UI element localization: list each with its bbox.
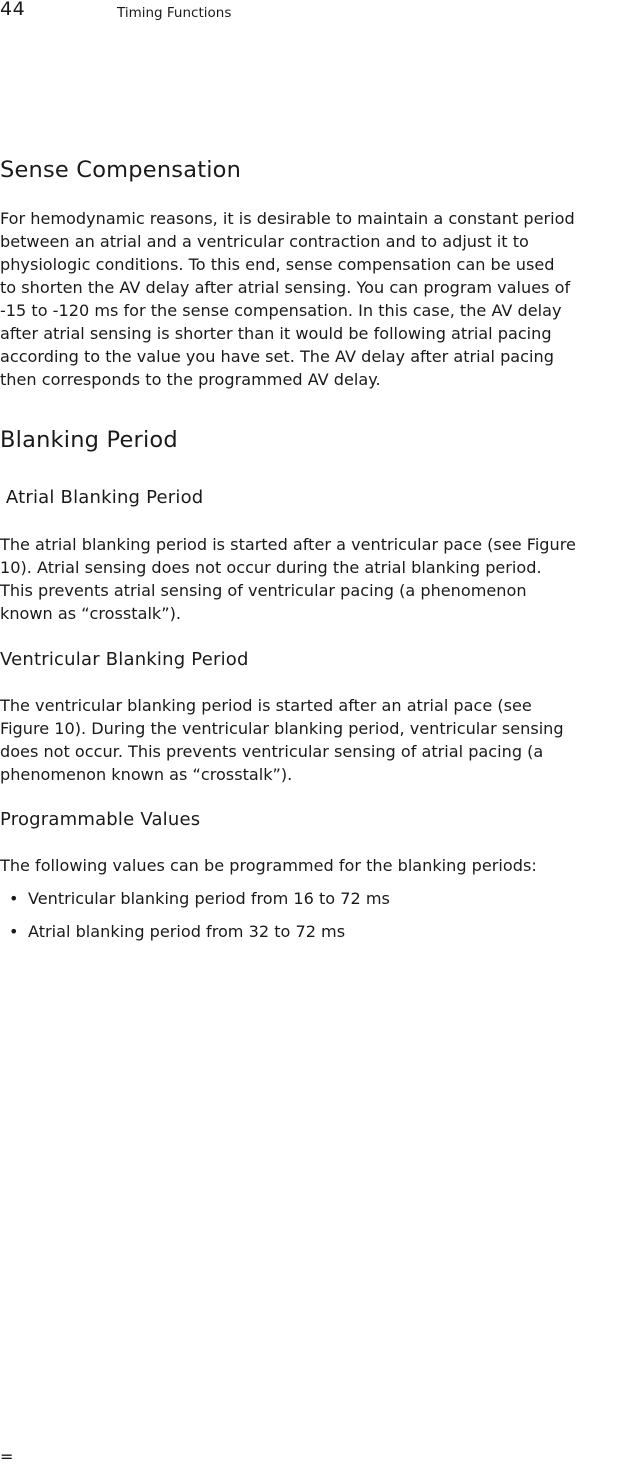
text-line: The ventricular blanking period is started after an atrial pace (see xyxy=(0,696,532,715)
bullet-icon: • xyxy=(9,889,19,908)
sense-compensation-heading: Sense Compensation xyxy=(0,157,242,183)
text-line: The following values can be programmed for the blanking periods: xyxy=(0,856,537,875)
text-line: Figure 10). During the ventricular blanking period, ventricular sensing xyxy=(0,719,564,738)
list-item xyxy=(0,920,390,953)
text-line: to shorten the AV delay after atrial sensing. You can program values of xyxy=(0,278,571,297)
programmable-values-heading: Programmable Values xyxy=(0,809,201,830)
list-item-text: Atrial blanking period from 32 to 72 ms xyxy=(28,922,346,941)
text-line: after atrial sensing is shorter than it would be following atrial pacing xyxy=(0,324,552,343)
list-item xyxy=(0,887,390,920)
atrial-blanking-period-heading: Atrial Blanking Period xyxy=(0,487,204,508)
bullet-icon: • xyxy=(9,922,19,941)
text-line: between an atrial and a ventricular contraction and to adjust it to xyxy=(0,232,529,251)
blanking-period-heading: Blanking Period xyxy=(0,427,178,453)
text-line: known as “crosstalk”). xyxy=(0,604,181,623)
list-item-text: Ventricular blanking period from 16 to 72 ms xyxy=(28,889,390,908)
text-line: phenomenon known as “crosstalk”). xyxy=(0,765,293,784)
text-line: according to the value you have set. The AV delay after atrial pacing xyxy=(0,347,554,366)
atrial-blanking-period-paragraph xyxy=(0,533,637,625)
text-line: The atrial blanking period is started after a ventricular pace (see Figure xyxy=(0,535,576,554)
running-header-title: Timing Functions xyxy=(117,5,232,21)
ventricular-blanking-period-paragraph xyxy=(0,694,637,786)
page-number: 44 xyxy=(0,0,26,20)
programmable-values-intro xyxy=(0,854,637,877)
programmable-values-list xyxy=(0,887,390,953)
text-line: does not occur. This prevents ventricular sensing of atrial pacing (a xyxy=(0,742,544,761)
text-line: physiologic conditions. To this end, sense compensation can be used xyxy=(0,255,555,274)
footer-mark: = xyxy=(0,1447,14,1466)
text-line: 10). Atrial sensing does not occur during the atrial blanking period. xyxy=(0,558,542,577)
ventricular-blanking-period-heading: Ventricular Blanking Period xyxy=(0,649,249,670)
text-line: This prevents atrial sensing of ventricular pacing (a phenomenon xyxy=(0,581,527,600)
text-line: then corresponds to the programmed AV delay. xyxy=(0,370,381,389)
sense-compensation-paragraph xyxy=(0,207,637,391)
text-line: For hemodynamic reasons, it is desirable to maintain a constant period xyxy=(0,209,575,228)
text-line: -15 to -120 ms for the sense compensation. In this case, the AV delay xyxy=(0,301,562,320)
